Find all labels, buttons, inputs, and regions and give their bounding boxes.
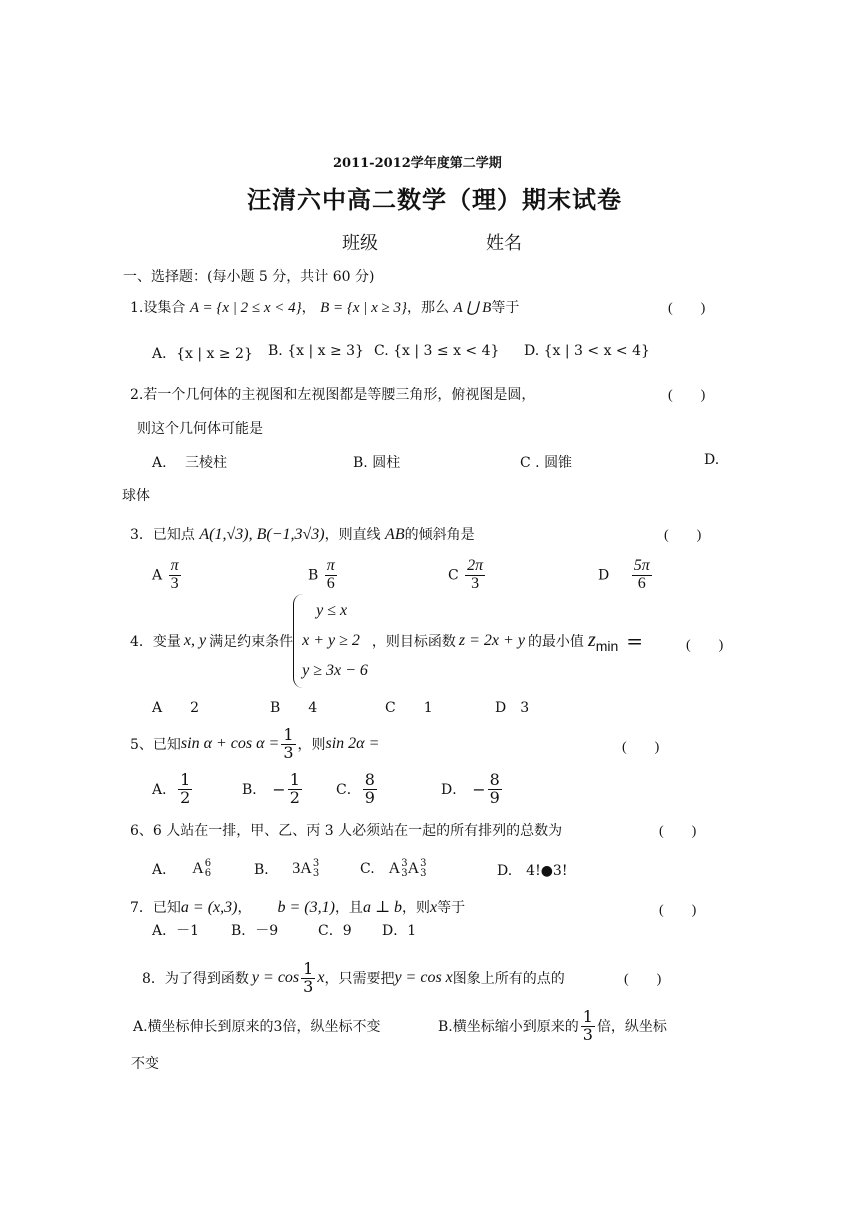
q5-option-c[interactable]	[336, 768, 379, 810]
class-label: 班级	[342, 233, 378, 254]
q4-option-a[interactable]: A 2	[152, 700, 200, 716]
q8-func: y = cos	[251, 969, 300, 986]
q5-option-c-num: 8	[364, 769, 375, 789]
q4-text-d: 的最小值	[527, 634, 584, 650]
q8-base: y = cos x	[394, 969, 453, 986]
q7-option-b[interactable]: B．－9	[231, 923, 279, 939]
q8-option-b-num: 1	[582, 1006, 593, 1026]
q6-option-c-label: C.	[360, 861, 375, 877]
q1-option-a[interactable]: A．{x | x ≥ 2}	[152, 346, 253, 362]
q3-points: A(1,√3), B(−1,3√3)	[199, 526, 325, 543]
q1-answer-paren[interactable]: ( )	[668, 301, 706, 316]
q8-option-b-post: 倍，纵坐标	[596, 1019, 667, 1035]
q6-option-b[interactable]: B． 3A 3 3	[254, 858, 320, 879]
q4-eq: =	[626, 629, 644, 653]
q8-func-x: x	[317, 969, 325, 986]
q8-option-b-den: 3	[582, 1024, 593, 1044]
q1-option-d[interactable]: D. {x | 3 < x < 4}	[524, 343, 650, 359]
q5-option-d[interactable]	[441, 768, 504, 810]
q5-option-d-den: 9	[489, 787, 500, 807]
q6-option-b-label: B．	[254, 862, 279, 878]
q6-answer-paren[interactable]: ( )	[659, 824, 697, 839]
q4-constraint-2: x + y ≥ 2	[302, 632, 360, 649]
q8-option-b-wrap: 不变	[131, 1056, 159, 1072]
q5-text-a: 5、已知	[130, 737, 181, 753]
q1-text-b: ，	[301, 300, 316, 316]
q1-text-a: 设集合	[143, 300, 186, 316]
q4-answer-paren[interactable]: ( )	[686, 638, 724, 653]
q5-option-c-den: 9	[364, 787, 375, 807]
q5-expr: sin α + cos α =	[180, 735, 280, 752]
q4-text-c: ，则目标函数	[371, 634, 456, 650]
q8-option-b-pre: B.横坐标缩小到原来的	[438, 1019, 579, 1035]
question-5	[130, 722, 379, 766]
question-3	[130, 524, 475, 544]
q7-text-b: ，	[237, 900, 252, 916]
q5-option-a-num: 1	[180, 769, 191, 789]
term-line: 2011-2012学年度第二学期	[333, 156, 502, 171]
q4-text-b: 满足约束条件	[209, 634, 294, 650]
q4-zmin	[588, 629, 618, 654]
q5-ask: sin 2α =	[325, 735, 380, 752]
q5-option-a-den: 2	[180, 787, 191, 807]
q4-constraint-3: y ≥ 3x − 6	[302, 662, 368, 679]
q3-option-c[interactable]	[448, 558, 487, 593]
q4-option-b[interactable]: B 4	[270, 700, 318, 716]
q3-option-c-label: C	[448, 567, 459, 584]
q8-option-b[interactable]	[438, 1004, 667, 1048]
q3-text-b: ，则直线	[324, 527, 381, 543]
q4-option-d[interactable]: D 3	[495, 700, 530, 716]
q7-vec-a: a = (x,3)	[180, 899, 238, 916]
name-label: 姓名	[486, 233, 522, 254]
q1-union: A ⋃ B	[453, 300, 492, 316]
q4-option-c[interactable]: C 1	[385, 700, 433, 716]
question-1	[130, 297, 519, 317]
q7-vec-b: b = (3,1)	[277, 899, 335, 916]
q4-zmin-sub: min	[595, 637, 619, 654]
question-4	[130, 598, 643, 684]
q1-number: 1.	[130, 300, 144, 316]
q3-option-a-label: A	[152, 567, 163, 584]
q7-option-a[interactable]: A．－1	[152, 923, 200, 939]
q5-option-a-label: A．	[152, 782, 177, 798]
q7-text-c: ，且	[334, 900, 363, 916]
q6-option-c[interactable]: C. A 3 3 A 3 3	[360, 858, 427, 879]
q7-text-a: 7．已知	[130, 900, 181, 916]
q3-option-b-den: 6	[326, 574, 335, 592]
q5-option-d-label: D．	[441, 782, 467, 798]
q2-answer-paren[interactable]: ( )	[668, 388, 706, 403]
q7-text-e: 等于	[437, 900, 466, 916]
q6-option-a-label: A．	[152, 862, 177, 878]
q4-objective: z = 2x + y	[458, 632, 525, 649]
q3-option-d-label: D	[598, 567, 610, 584]
q3-option-b-label: B	[308, 567, 319, 584]
q3-option-a-den: 3	[170, 574, 179, 592]
q4-constraint-system	[293, 594, 368, 688]
q3-option-d-den: 6	[637, 574, 646, 592]
q7-option-d[interactable]: D．1	[382, 923, 417, 939]
q8-option-a[interactable]: A.横坐标伸长到原来的3倍，纵坐标不变	[133, 1019, 381, 1035]
q4-vars: x, y	[183, 632, 207, 649]
q2-line-1: 2.若一个几何体的主视图和左视图都是等腰三角形，俯视图是圆，	[130, 387, 536, 403]
q3-option-b[interactable]	[308, 558, 339, 593]
q7-perp: a ⊥ b	[362, 899, 402, 916]
q5-option-b-den: 2	[289, 787, 300, 807]
q8-text-c: 图象上所有的点的	[452, 971, 565, 987]
q8-text-b: ，只需要把	[324, 971, 395, 987]
q3-text-a: 3．已知点	[130, 527, 195, 543]
q2-option-c[interactable]: C . 圆锥	[520, 455, 573, 471]
q1-text-c: ，那么	[407, 300, 450, 316]
q8-answer-paren[interactable]: ( )	[624, 972, 662, 987]
q5-answer-paren[interactable]: ( )	[622, 740, 660, 755]
q4-text-a: 4．变量	[130, 634, 181, 650]
q5-option-b-label: B．	[242, 782, 267, 798]
q3-option-c-den: 3	[471, 574, 480, 592]
q5-text-b: ，则	[297, 737, 326, 753]
q3-option-b-num: π	[326, 557, 335, 574]
q7-option-c[interactable]: C．9	[318, 923, 352, 939]
q4-constraint-1: y ≤ x	[316, 602, 348, 619]
q7-answer-paren[interactable]: ( )	[659, 903, 697, 918]
section-heading: 一、选择题：(每小题 5 分，共计 60 分)	[123, 269, 375, 285]
q2-option-d[interactable]: D.	[704, 452, 720, 468]
page-title: 汪清六中高二数学（理）期末试卷	[247, 185, 622, 214]
q2-option-a[interactable]: A. 三棱柱	[152, 455, 228, 471]
q7-x: x	[429, 899, 438, 916]
q1-option-c[interactable]: C. {x | 3 ≤ x < 4}	[374, 343, 500, 359]
q3-ab: AB	[385, 526, 405, 543]
q1-set-a: A = {x | 2 ≤ x < 4}	[189, 300, 302, 316]
q5-option-b-num: 1	[289, 769, 300, 789]
q6-option-d[interactable]: D. 4!●3!	[497, 863, 568, 879]
q5-option-c-label: C．	[336, 782, 361, 798]
q5-option-b-sign: −	[272, 779, 286, 799]
q3-option-a[interactable]	[152, 558, 183, 593]
q3-answer-paren[interactable]: ( )	[664, 528, 702, 543]
q5-option-b[interactable]	[242, 768, 304, 810]
q7-text-d: ，则	[401, 900, 430, 916]
q4-zmin-z: z	[587, 628, 596, 651]
q2-line-2: 则这个几何体可能是	[137, 421, 263, 437]
q3-option-a-num: π	[170, 557, 179, 574]
q3-option-d-num: 5π	[633, 557, 650, 574]
q5-rhs-den: 3	[283, 742, 294, 762]
question-7	[130, 897, 465, 917]
q8-text-a: 8．为了得到函数	[142, 971, 249, 987]
q1-text-d: 等于	[491, 300, 520, 316]
q1-set-b: B = {x | x ≥ 3}	[320, 300, 408, 316]
q3-text-c: 的倾斜角是	[404, 527, 475, 543]
q8-func-den: 3	[303, 976, 314, 996]
q2-option-b[interactable]: B. 圆柱	[353, 455, 401, 471]
q2-option-d-wrap: 球体	[122, 488, 150, 504]
q3-option-d[interactable]	[598, 558, 654, 593]
q3-option-c-num: 2π	[467, 557, 484, 574]
question-8	[142, 956, 565, 1000]
q1-option-b[interactable]: B. {x | x ≥ 3}	[268, 343, 364, 359]
q5-option-d-num: 8	[489, 769, 500, 789]
q5-rhs-num: 1	[283, 724, 294, 744]
q6-text: 6、6 人站在一排，甲、乙、丙 3 人必须站在一起的所有排列的总数为	[130, 823, 563, 839]
q5-option-a[interactable]	[152, 768, 194, 810]
q6-option-a[interactable]: A． A 6 6	[152, 858, 212, 879]
q8-func-num: 1	[303, 958, 314, 978]
q5-option-d-sign: −	[472, 779, 486, 799]
